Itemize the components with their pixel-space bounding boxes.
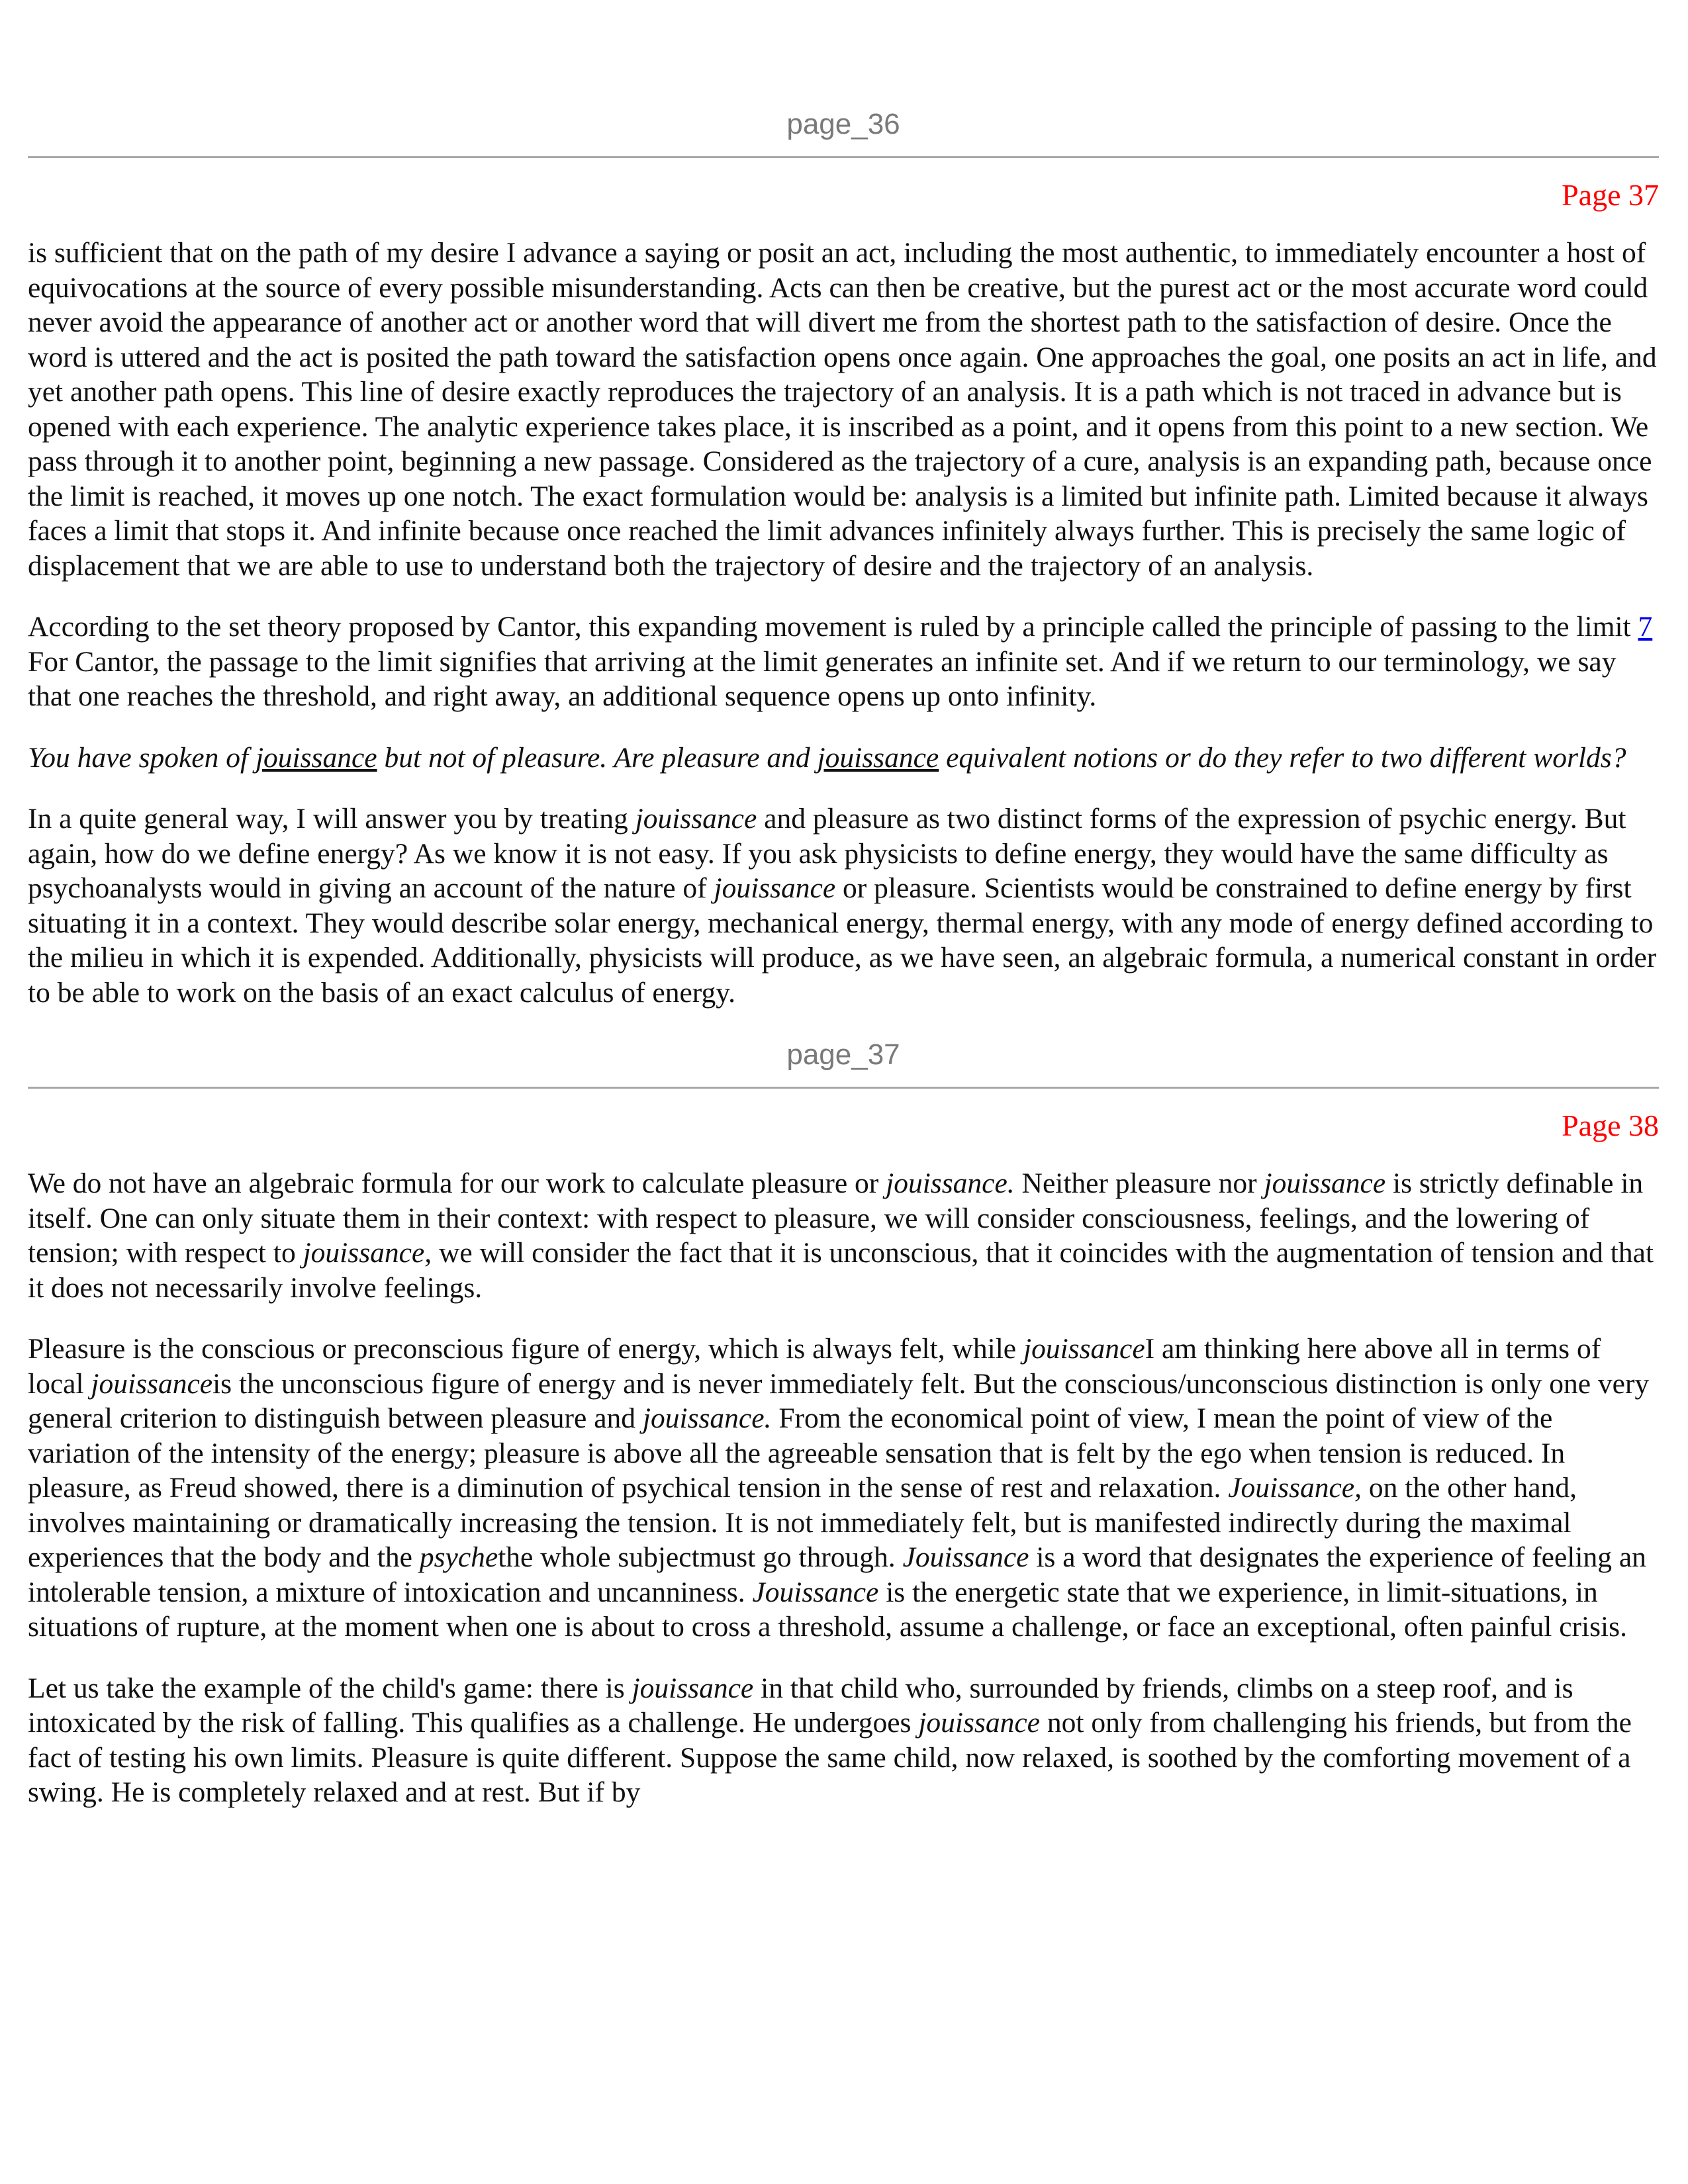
paragraph-4: In a quite general way, I will answer you by treating jouissance and pleasure as two distinct forms of the expression of psychic energy. But again, how do we define energy? As we know it is not easy. If you ask physicists to define energy, they would have the same difficulty as psychoanalysts would in giving an account of the nature of jouissance or pleasure. Scientists would be constrained to define energy by first situating it in a context. They would describe solar energy, mechanical energy, thermal energy, with any mode of energy defined according to the milieu in which it is expended. Additionally, physicists will produce, as we have seen, an algebraic formula, a numerical constant in order to be able to work on the basis of an exact calculus of energy. [28, 803, 1657, 1009]
page-number-label: Page 37 [1562, 178, 1659, 212]
page-marker-top: page_36 [786, 108, 900, 140]
page-divider [28, 1087, 1659, 1089]
page-number-label: Page 38 [1562, 1109, 1659, 1142]
page-divider [28, 156, 1659, 158]
paragraph-6: Pleasure is the conscious or preconscious figure of energy, which is always felt, while jouissanceI am thinking here above all in terms of local jouissanceis the unconscious figure of energy and is never immediately felt. But the conscious/unconscious distinction is only one very general criterion to distinguish between pleasure and jouissance. From the economical point of view, I mean the point of view of the variation of the intensity of the energy; pleasure is above all the agreeable sensation that is felt by the ego when tension is reduced. In pleasure, as Freud showed, there is a diminution of psychical tension in the sense of rest and relaxation. Jouissance, on the other hand, involves maintaining or dramatically increasing the tension. It is not immediately felt, but is manifested indirectly during the maximal experiences that the body and the psychethe whole subjectmust go through. Jouissance is a word that designates the experience of feeling an intolerable tension, a mixture of intoxication and uncanniness. Jouissance is the energetic state that we experience, in limit-situations, in situations of rupture, at the moment when one is about to cross a threshold, assume a challenge, or face an exceptional, often painful crisis. [28, 1333, 1650, 1643]
paragraph-5: We do not have an algebraic formula for our work to calculate pleasure or jouissance. Neither pleasure nor jouissance is strictly definable in itself. One can only situate them in their context: with respect to pleasure, we will consider consciousness, feelings, and the lowering of tension; with respect to jouissance, we will consider the fact that it is unconscious, that it coincides with the augmentation of tension and that it does not necessarily involve feelings. [28, 1167, 1654, 1304]
interview-question: You have spoken of jouissance but not of pleasure. Are pleasure and jouissance equivalent notions or do they refer to two different worlds? [28, 741, 1626, 774]
footnote-link[interactable]: 7 [1638, 611, 1653, 643]
document-page [28, 0, 1659, 1810]
page-marker-middle: page_37 [786, 1038, 900, 1071]
paragraph-7: Let us take the example of the child's game: there is jouissance in that child who, surrounded by friends, climbs on a steep roof, and is intoxicated by the risk of falling. This qualifies as a challenge. He undergoes jouissance not only from challenging his friends, but from the fact of testing his own limits. Pleasure is quite different. Suppose the same child, now relaxed, is soothed by the comforting movement of a swing. He is completely relaxed and at rest. But if by [28, 1672, 1632, 1808]
paragraph-1: is sufficient that on the path of my desire I advance a saying or posit an act, including the most authentic, to immediately encounter a host of equivocations at the source of every possible misunderstanding. Acts can then be creative, but the purest act or the most accurate word could never avoid the appearance of another act or another word that will divert me from the shortest path to the satisfaction of desire. Once the word is uttered and the act is posited the path toward the satisfaction opens once again. One approaches the goal, one posits an act in life, and yet another path opens. This line of desire exactly reproduces the trajectory of an analysis. It is a path which is not traced in advance but is opened with each experience. The analytic experience takes place, it is inscribed as a point, and it opens from this point to a new section. We pass through it to another point, beginning a new passage. Considered as the trajectory of a cure, analysis is an expanding path, because once the limit is reached, it moves up one notch. The exact formulation would be: analysis is a limited but infinite path. Limited because it always faces a limit that stops it. And infinite because once reached the limit advances infinitely always further. This is precisely the same logic of displacement that we are able to use to understand both the trajectory of desire and the trajectory of an analysis. [28, 237, 1657, 582]
paragraph-2: According to the set theory proposed by Cantor, this expanding movement is ruled by a principle called the principle of passing to the limit 7 For Cantor, the passage to the limit signifies that arriving at the limit generates an infinite set. And if we return to our terminology, we say that one reaches the threshold, and right away, an additional sequence opens up onto infinity. [28, 611, 1653, 712]
